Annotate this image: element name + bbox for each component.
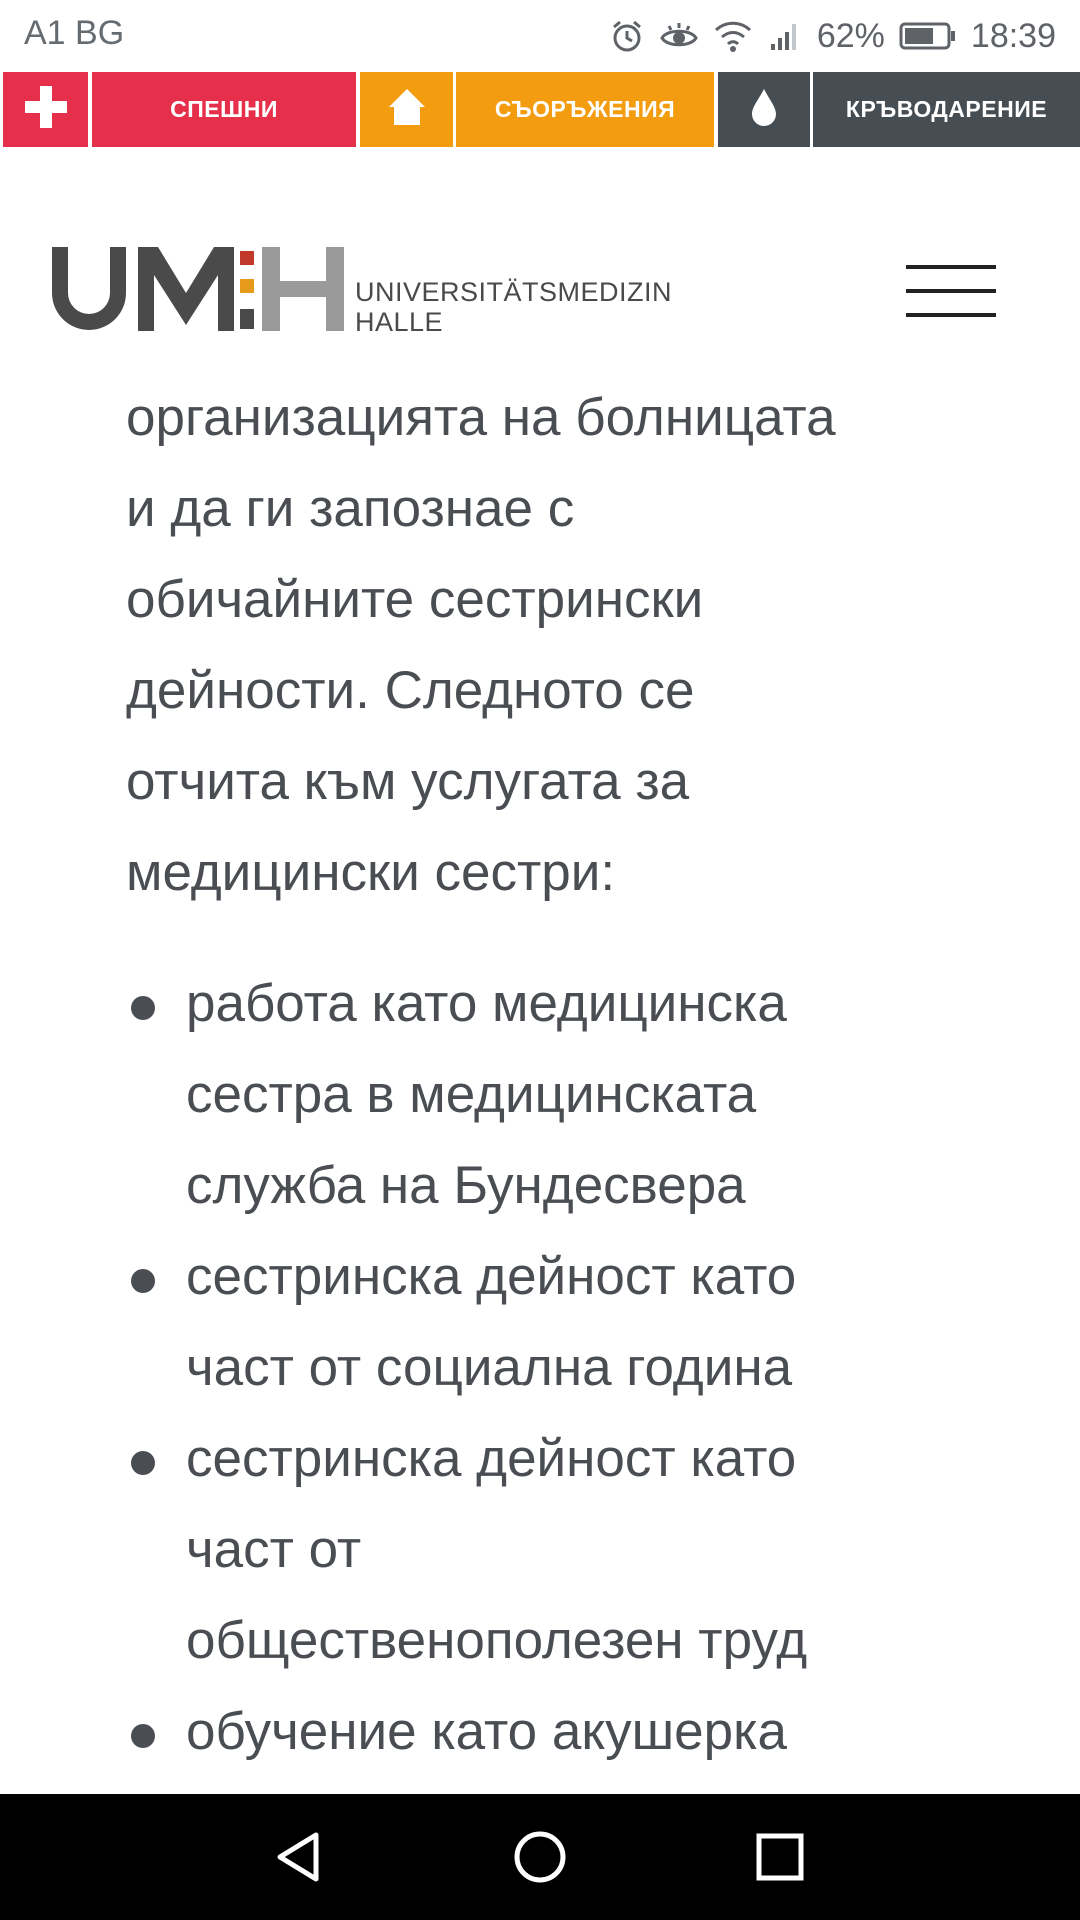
- logo-line2: HALLE: [355, 307, 444, 337]
- list-item-line: работа като медицинска: [186, 974, 787, 1033]
- bullet-icon: [131, 1269, 155, 1293]
- system-nav-bar: [0, 1794, 1080, 1920]
- facilities-label: СЪОРЪЖЕНИЯ: [494, 96, 676, 122]
- paragraph-line: медицински сестри:: [126, 843, 616, 902]
- paragraph-line: обичайните сестрински: [126, 570, 704, 629]
- site-header: [0, 147, 1080, 357]
- hamburger-menu-icon[interactable]: [900, 265, 996, 325]
- list-item-line: служба на Бундесвера: [186, 1156, 746, 1215]
- blood-donation-label: КРЪВОДАРЕНИЕ: [845, 96, 1048, 122]
- eye-comfort-icon: [659, 18, 699, 54]
- status-icons: [609, 12, 1056, 60]
- logo-wordmark: [355, 277, 672, 337]
- back-triangle-icon[interactable]: [270, 1827, 330, 1887]
- list-item-line: сестринска дейност като: [186, 1429, 797, 1488]
- carrier-label: A1 BG: [24, 14, 125, 52]
- bullet-icon: [131, 1451, 155, 1475]
- facilities-icon-button[interactable]: [360, 72, 453, 147]
- list-item-line: сестринска дейност като: [186, 1247, 797, 1306]
- blood-donation-button[interactable]: [813, 72, 1080, 147]
- bullet-icon: [131, 1724, 155, 1748]
- home-circle-icon[interactable]: [510, 1827, 570, 1887]
- cross-icon: [23, 84, 69, 136]
- wifi-icon: [713, 18, 753, 54]
- emergency-button[interactable]: [92, 72, 356, 147]
- signal-icon: [767, 18, 803, 54]
- menu-line: [906, 289, 996, 293]
- clock: 18:39: [970, 16, 1056, 55]
- alarm-icon: [609, 18, 645, 54]
- quick-nav: [0, 72, 1080, 147]
- list-item-line: част от: [186, 1520, 362, 1579]
- menu-line: [906, 313, 996, 317]
- blood-drop-icon: [749, 87, 779, 133]
- list-item-line: общественополезен труд: [186, 1611, 808, 1670]
- logo-line1: UNIVERSITÄTSMEDIZIN: [355, 277, 673, 307]
- recents-square-icon[interactable]: [750, 1827, 810, 1887]
- menu-line: [906, 265, 996, 269]
- battery-icon: [899, 21, 957, 51]
- article-content: [126, 372, 1006, 1777]
- battery-percent: 62%: [816, 16, 885, 55]
- list-item: [126, 1413, 1006, 1686]
- umh-logo[interactable]: [48, 247, 348, 336]
- list-item-line: сестра в медицинската: [186, 1065, 757, 1124]
- bullet-icon: [131, 996, 155, 1020]
- paragraph-line: дейности. Следното се: [126, 661, 695, 720]
- facilities-button[interactable]: [456, 72, 714, 147]
- list-item: [126, 1686, 1006, 1777]
- list-item-line: обучение като акушерка: [186, 1702, 787, 1761]
- emergency-label: СПЕШНИ: [170, 96, 278, 122]
- paragraph-line: отчита към услугата за: [126, 752, 690, 811]
- article-paragraph: [126, 372, 1006, 918]
- paragraph-line: и да ги запознае с: [126, 479, 575, 538]
- blood-donation-icon-button[interactable]: [718, 72, 810, 147]
- home-icon: [387, 87, 427, 133]
- nursing-service-list: [126, 958, 1006, 1777]
- paragraph-line: организацията на болницата: [126, 388, 836, 447]
- list-item: [126, 958, 1006, 1231]
- status-bar: [0, 0, 1080, 72]
- emergency-icon-button[interactable]: [3, 72, 88, 147]
- list-item-line: част от социална година: [186, 1338, 793, 1397]
- list-item: [126, 1231, 1006, 1413]
